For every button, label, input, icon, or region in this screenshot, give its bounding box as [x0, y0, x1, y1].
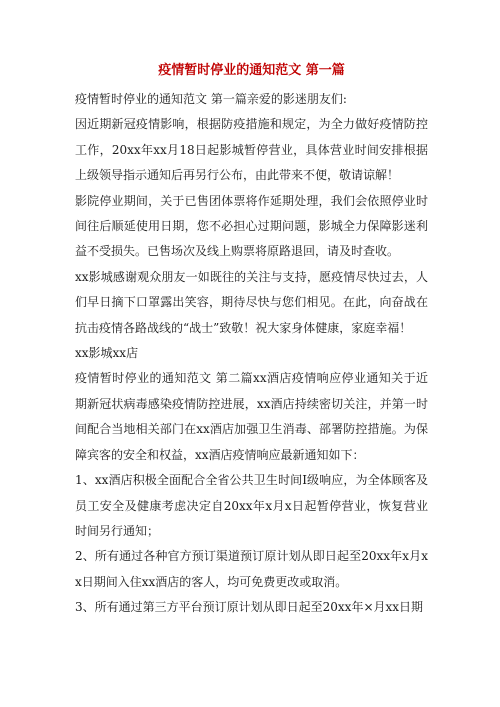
paragraph-hotel-intro: 疫情暂时停业的通知范文 第二篇xx酒店疫情响应停业通知关于近期新冠状病毒感染疫情防控进展，xx酒店持续密切关注，并第一时间配合当地相关部门在xx酒店加强卫生消毒、部署防控措施。为保障宾客的安全和权益，xx酒店疫情响应最新通知如下： [75, 371, 428, 462]
paragraph-thanks: xx影城感谢观众朋友一如既往的关注与支持，愿疫情尽快过去，人们早日摘下口罩露出笑容，期待尽快与您们相见。在此，向奋战在抗击疫情各路战线的“战士”致敬！祝大家身体健康，家庭幸福！ [75, 269, 428, 335]
paragraph-item-3: 3、所有通过第三方平台预订原计划从即日起至20xx年×月xx日期 [75, 600, 424, 615]
paragraph-item-1: 1、xx酒店积极全面配合全省公共卫生时间Ⅰ级响应，为全体顾客及员工安全及健康考虑决定自20xx年x月x日起暂停营业，恢复营业时间另行通知； [75, 473, 428, 538]
paragraph-ticket-policy: 影院停业期间，关于已售团体票将作延期处理，我们会依照停业时间往后顺延使用日期，您不必担心过期问题，影城全力保障影迷利益不受损失。已售场次及线上购票将原路退回，请及时查收。 [75, 193, 428, 259]
paragraph-closure-notice: 因近期新冠疫情影响，根据防疫措施和规定，为全力做好疫情防控工作，20xx年xx月18日起影城暂停营业，具体营业时间安排根据上级领导指示通知后再另行公布，由此带来不便，敬请谅解！ [75, 117, 428, 183]
paragraph-greeting: 疫情暂时停业的通知范文 第一篇亲爱的影迷朋友们: [75, 92, 347, 106]
paragraph-signature: xx影城xx店 [75, 346, 139, 361]
paragraph-item-2: 2、所有通过各种官方预订渠道预订原计划从即日起至20xx年x月xx日期间入住xx酒店的客人，均可免费更改或取消。 [75, 549, 428, 589]
document-title: 疫情暂时停业的通知范文 第一篇 [158, 63, 345, 78]
